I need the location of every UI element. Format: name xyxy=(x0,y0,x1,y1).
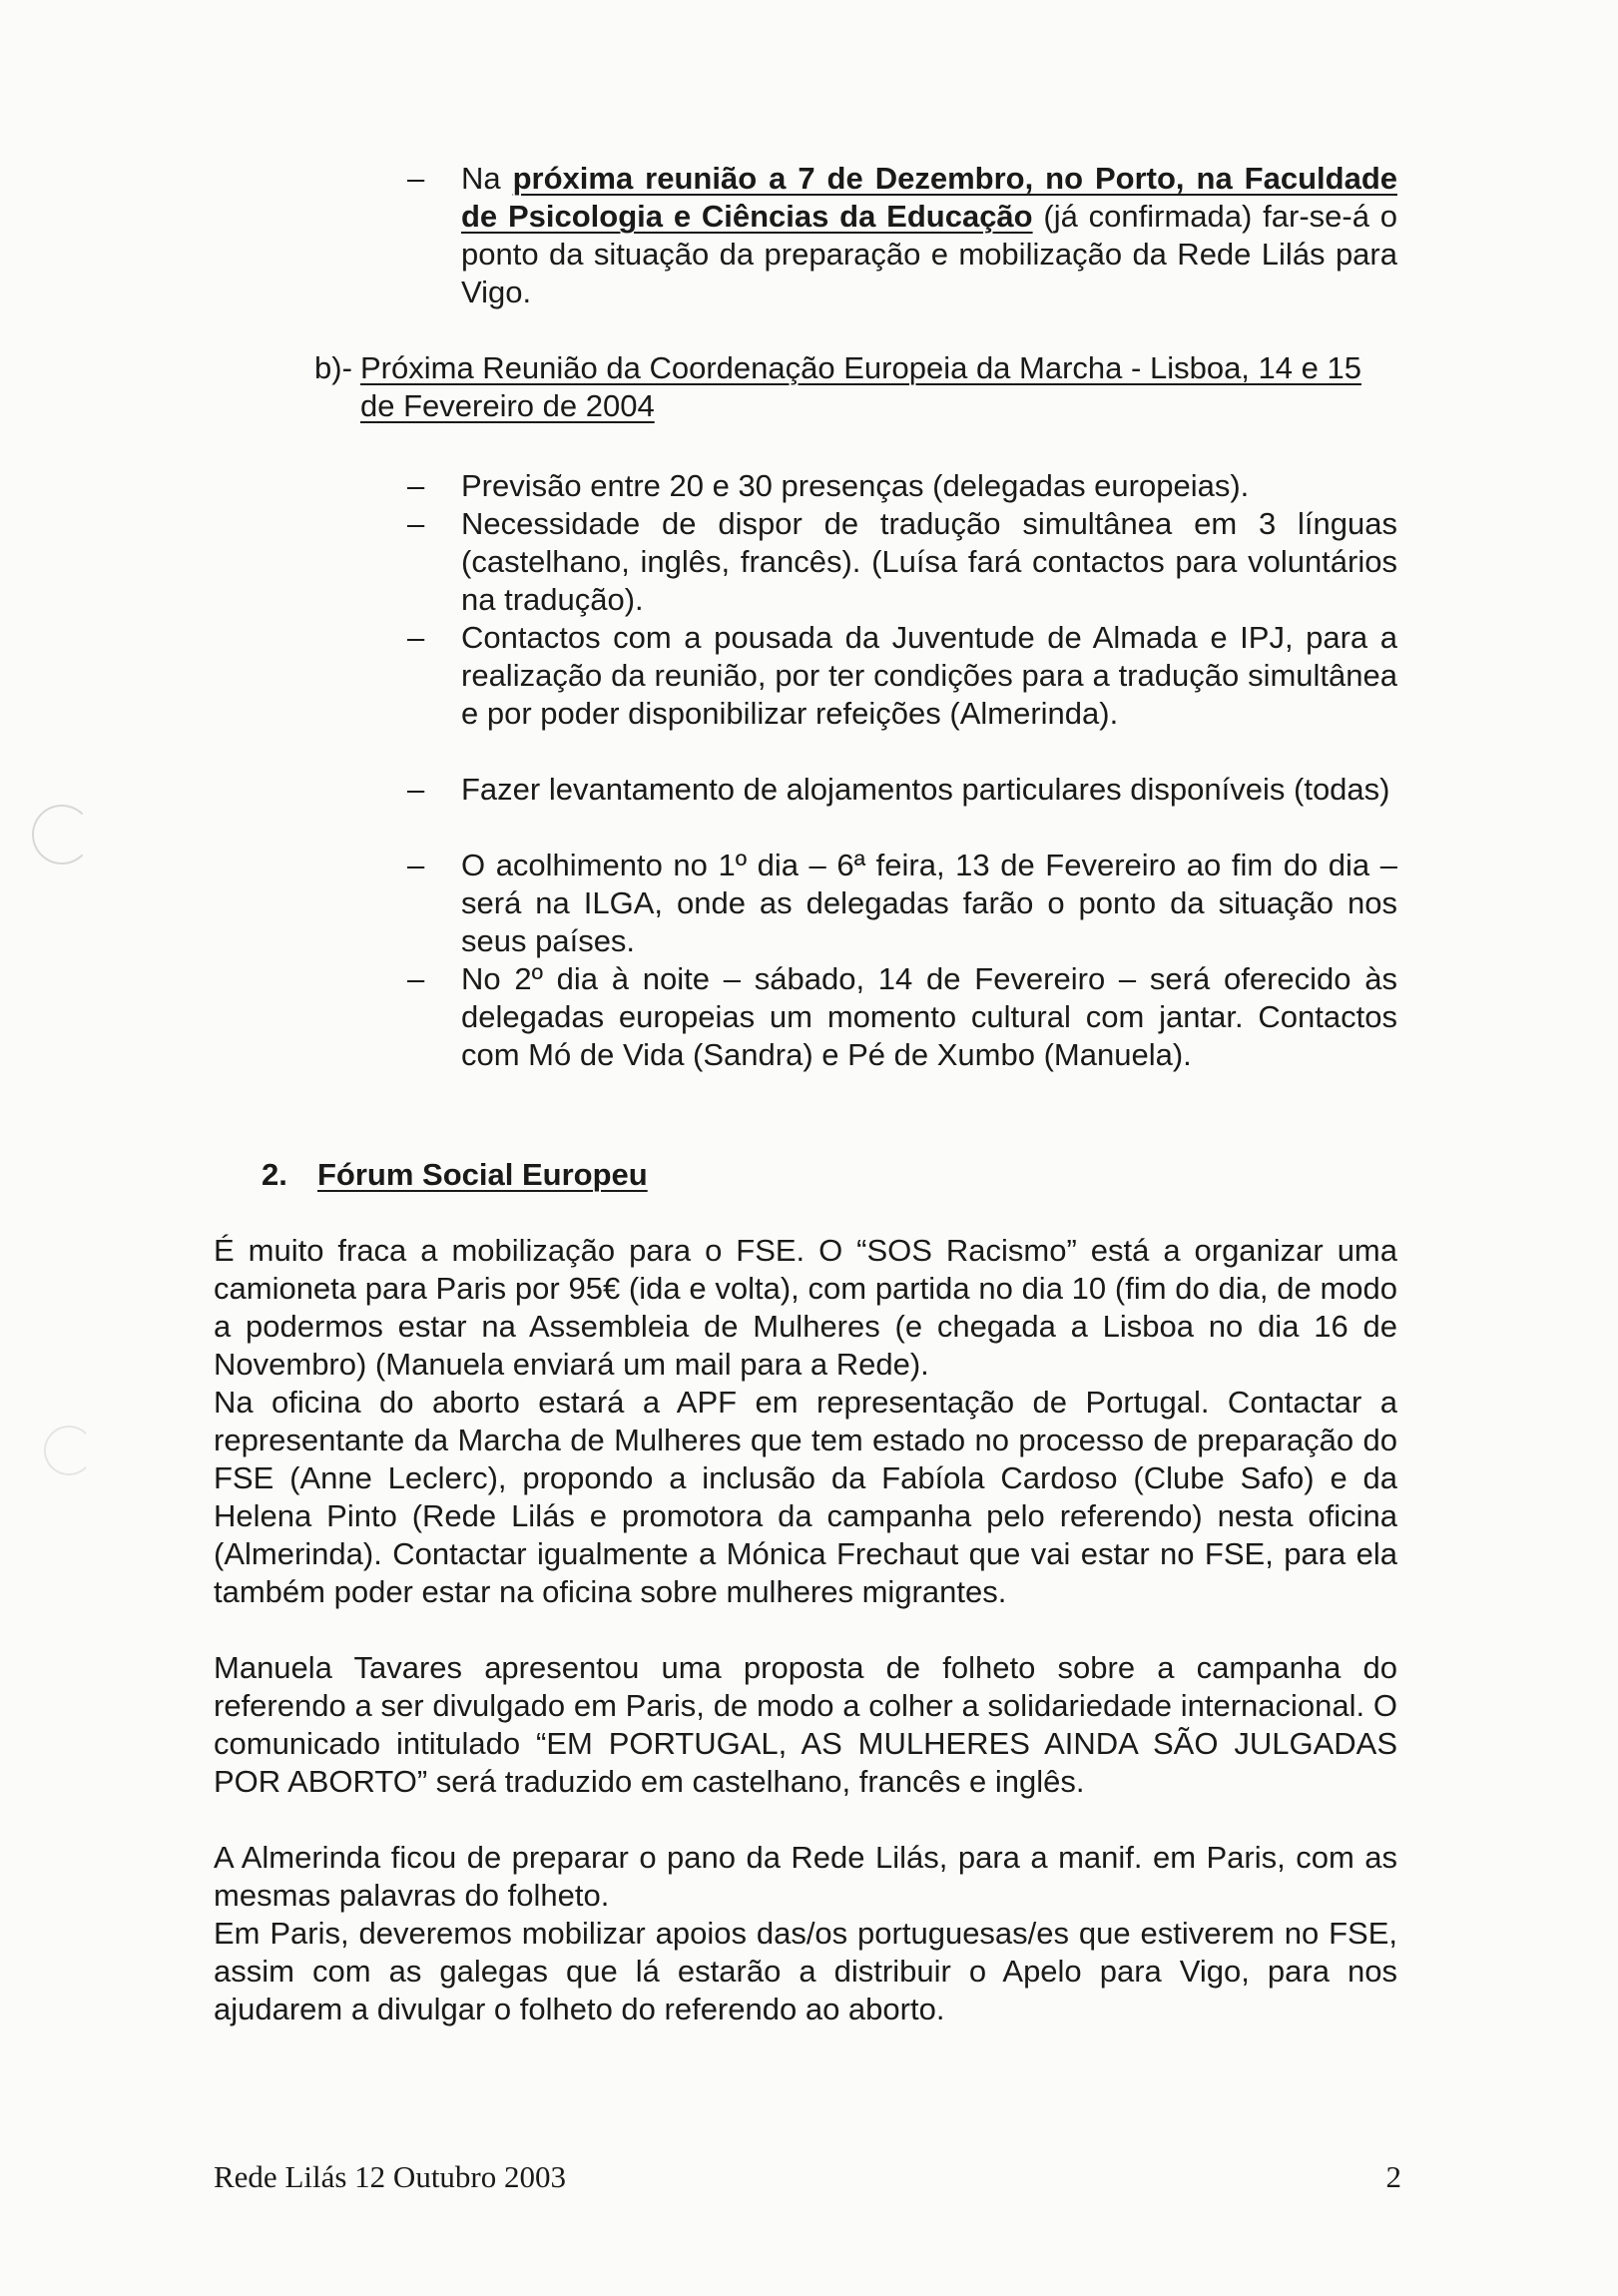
intro-item xyxy=(407,160,1397,311)
footer-text: Rede Lilás 12 Outubro 2003 xyxy=(214,2159,567,2194)
section-2-heading xyxy=(262,1156,1160,1194)
list-item xyxy=(407,771,1397,809)
list-item-text: Previsão entre 20 e 30 presenças (delegadas europeias). xyxy=(461,468,1250,503)
meeting-location: próxima reunião a 7 de Dezembro, no Porto, na Faculdade de Psicologia e Ciências da Educação xyxy=(461,161,1397,234)
section-2-title: Fórum Social Europeu xyxy=(317,1157,648,1192)
dash: – xyxy=(407,772,425,807)
list-item xyxy=(407,505,1397,619)
list-item-text: Necessidade de dispor de tradução simultânea em 3 línguas (castelhano, inglês, francês). (Luísa fará contactos para voluntários na tradução). xyxy=(461,506,1397,617)
punch-hole-mark xyxy=(44,1426,94,1475)
list-item xyxy=(407,467,1397,505)
intro-rest: (já confirmada) far-se-á o ponto da situação da preparação e mobilização da Rede Lilás para Vigo. xyxy=(461,199,1397,309)
dash: – xyxy=(407,961,425,996)
dash: – xyxy=(407,161,425,196)
dash: – xyxy=(407,848,425,882)
section-b-label: b)- xyxy=(314,350,352,385)
paragraph: É muito fraca a mobilização para o FSE. O “SOS Racismo” está a organizar uma camioneta para Paris por 95€ (ida e volta), com partida no dia 10 (fim do dia, de modo a podermos estar na Assembleia de Mulheres (e chegada a Lisboa no dia 16 de Novembro) (Manuela enviará um mail para a Rede). xyxy=(214,1233,1397,1382)
list-item-text: Contactos com a pousada da Juventude de Almada e IPJ, para a realização da reunião, por ter condições para a tradução simultânea e por poder disponibilizar refeições (Almerinda). xyxy=(461,620,1397,731)
list-item xyxy=(407,619,1397,733)
page-footer xyxy=(214,2159,1401,2195)
punch-hole-mark xyxy=(32,805,92,864)
list-item-text: Fazer levantamento de alojamentos particulares disponíveis (todas) xyxy=(461,772,1390,807)
intro-text xyxy=(461,160,1397,311)
list-item xyxy=(407,847,1397,960)
section-b-title: Próxima Reunião da Coordenação Europeia da Marcha - Lisboa, 14 e 15 de Fevereiro de 2004 xyxy=(360,350,1361,423)
paragraph: Em Paris, deveremos mobilizar apoios das/os portuguesas/es que estiverem no FSE, assim com as galegas que lá estarão a distribuir o Apelo para Vigo, para nos ajudarem a divulgar o folheto do referendo ao aborto. xyxy=(214,1916,1397,2026)
list-item-text: No 2º dia à noite – sábado, 14 de Fevereiro – será oferecido às delegadas europeias um momento cultural com jantar. Contactos com Mó de Vida (Sandra) e Pé de Xumbo (Manuela). xyxy=(461,961,1397,1072)
section-2-number: 2. xyxy=(262,1157,287,1192)
paragraph: A Almerinda ficou de preparar o pano da Rede Lilás, para a manif. em Paris, com as mesmas palavras do folheto. xyxy=(214,1840,1397,1913)
page-number: 2 xyxy=(1385,2159,1401,2194)
paragraph: Manuela Tavares apresentou uma proposta de folheto sobre a campanha do referendo a ser divulgado em Paris, de modo a colher a solidariedade internacional. O comunicado intitulado “EM PORTUGAL, AS MULHERES AINDA SÃO JULGADAS POR ABORTO” será traduzido em castelhano, francês e inglês. xyxy=(214,1650,1397,1799)
section-b-heading xyxy=(314,349,1382,425)
dash: – xyxy=(407,468,425,503)
paragraph: Na oficina do aborto estará a APF em representação de Portugal. Contactar a representante da Marcha de Mulheres que tem estado no processo de preparação do FSE (Anne Leclerc), propondo a inclusão da Fabíola Cardoso (Clube Safo) e da Helena Pinto (Rede Lilás e promotora da campanha pelo referendo) nesta oficina (Almerinda). Contactar igualmente a Mónica Frechaut que vai estar no FSE, para ela também poder estar na oficina sobre mulheres migrantes. xyxy=(214,1385,1397,1609)
list-item-text: O acolhimento no 1º dia – 6ª feira, 13 de Fevereiro ao fim do dia – será na ILGA, onde as delegadas farão o ponto da situação nos seus países. xyxy=(461,848,1397,958)
dash: – xyxy=(407,620,425,655)
dash: – xyxy=(407,506,425,541)
list-item xyxy=(407,960,1397,1074)
intro-lead: Na xyxy=(461,161,513,196)
